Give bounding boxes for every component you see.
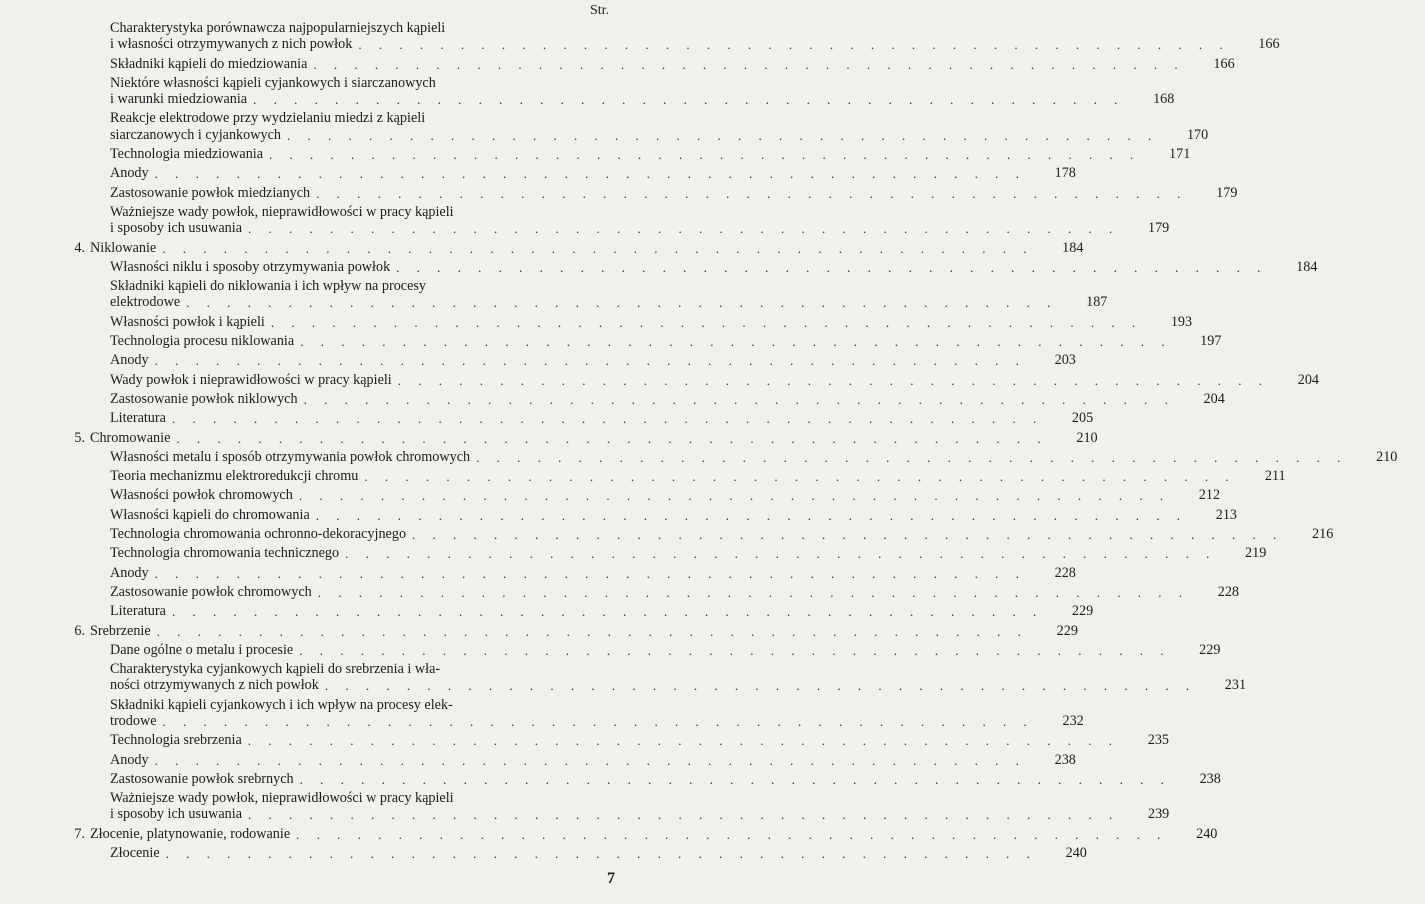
toc-entry-row	[0, 164, 1076, 183]
leader-dots: . . . . . . . . . . . . . . . . . . . . . . . . . . . . . . . . . . . . . . . . . . .	[171, 411, 1044, 427]
entry-title: siarczanowych i cyjankowych	[110, 126, 281, 143]
leader-dots: . . . . . . . . . . . . . . . . . . . . . . . . . . . . . . . . . . . . . . . . . . .	[253, 92, 1125, 108]
toc-entry-row	[0, 583, 1239, 602]
toc-chapter-row	[0, 429, 1098, 448]
entry-page-number: 170	[1186, 126, 1209, 143]
toc-entry-row	[0, 35, 1280, 54]
entry-page-number: 178	[1054, 165, 1076, 182]
toc-entry-row	[0, 55, 1235, 74]
leader-dots: . . . . . . . . . . . . . . . . . . . . . . . . . . . . . . . . . . . . . . . . . . .	[476, 449, 1348, 465]
chapter-title: Złocenie, platynowanie, rodowanie	[90, 825, 291, 842]
entry-page-number: 219	[1245, 545, 1267, 562]
toc-entry-row	[0, 126, 1209, 145]
entry-title: Zastosowanie powłok miedzianych	[110, 184, 311, 201]
entry-title: Własności powłok chromowych	[110, 487, 293, 504]
toc-entry-row	[0, 564, 1076, 583]
toc-entry-row	[0, 371, 1319, 390]
chapter-title: Chromowanie	[90, 429, 171, 446]
chapter-title: Srebrzenie	[90, 622, 151, 639]
entry-title: Dane ogólne o metalu i procesie	[110, 641, 294, 658]
leader-dots: . . . . . . . . . . . . . . . . . . . . . . . . . . . . . . . . . . . . . . . . . . .	[248, 807, 1120, 823]
leader-dots: . . . . . . . . . . . . . . . . . . . . . . . . . . . . . . . . . . . . . . . . . . .	[176, 430, 1048, 446]
entry-page-number: 197	[1200, 333, 1222, 350]
leader-dots: . . . . . . . . . . . . . . . . . . . . . . . . . . . . . . . . . . . . . . . . . . .	[248, 221, 1120, 237]
entry-page-number: 229	[1071, 603, 1094, 620]
leader-dots: . . . . . . . . . . . . . . . . . . . . . . . . . . . . . . . . . . . . . . . . . . .	[247, 733, 1120, 749]
toc-entry-row	[0, 145, 1191, 164]
entry-page-number: 228	[1217, 583, 1239, 600]
toc-entry-row	[0, 525, 1334, 544]
entry-title: Zastosowanie powłok niklowych	[110, 390, 298, 407]
entry-title: Literatura	[110, 410, 166, 427]
toc-entry-row	[0, 751, 1076, 770]
leader-dots: . . . . . . . . . . . . . . . . . . . . . . . . . . . . . . . . . . . . . . . . . . .	[270, 314, 1143, 330]
leader-dots: . . . . . . . . . . . . . . . . . . . . . . . . . . . . . . . . . . . . . . . . . . .	[186, 295, 1058, 311]
entry-page-number: 168	[1153, 91, 1175, 108]
leader-dots: . . . . . . . . . . . . . . . . . . . . . . . . . . . . . . . . . . . . . . . . . . .	[154, 166, 1026, 182]
chapter-number: 4.	[74, 239, 85, 256]
entry-page-number: 232	[1062, 712, 1084, 729]
leader-dots: . . . . . . . . . . . . . . . . . . . . . . . . . . . . . . . . . . . . . . . . . . .	[300, 334, 1172, 350]
entry-title: ności otrzymywanych z nich powłok	[110, 677, 319, 694]
chapter-number: 5.	[74, 429, 85, 446]
entry-title: trodowe	[110, 712, 157, 729]
leader-dots: . . . . . . . . . . . . . . . . . . . . . . . . . . . . . . . . . . . . . . . . . . .	[154, 565, 1026, 581]
toc-entry-row	[0, 805, 1170, 824]
entry-page-number: 203	[1054, 352, 1076, 369]
entry-page-number: 210	[1076, 429, 1098, 446]
entry-title: Technologia procesu niklowania	[110, 333, 295, 350]
entry-title: Anody	[110, 165, 149, 182]
entry-page-number: 240	[1196, 825, 1218, 842]
entry-title: Własności metalu i sposób otrzymywania powłok chromowych	[110, 448, 471, 465]
entry-title: elektrodowe	[110, 294, 181, 311]
page-number: 7	[607, 870, 615, 887]
entry-page-number: 184	[1296, 258, 1318, 275]
entry-title: Składniki kąpieli cyjankowych i ich wpływ na procesy elek-	[110, 696, 453, 713]
leader-dots: . . . . . . . . . . . . . . . . . . . . . . . . . . . . . . . . . . . . . . . . . . .	[298, 488, 1171, 504]
entry-title: Zastosowanie powłok srebrnych	[110, 770, 294, 787]
entry-page-number: 228	[1054, 564, 1076, 581]
leader-dots: . . . . . . . . . . . . . . . . . . . . . . . . . . . . . . . . . . . . . . . . . . .	[364, 469, 1236, 485]
entry-page-number: 231	[1224, 677, 1247, 694]
entry-title: Technologia srebrzenia	[110, 732, 242, 749]
entry-page-number: 229	[1056, 622, 1078, 639]
entry-page-number: 213	[1215, 506, 1237, 523]
entry-page-number: 187	[1086, 294, 1108, 311]
toc-entry-row	[0, 676, 1247, 695]
leader-dots: . . . . . . . . . . . . . . . . . . . . . . . . . . . . . . . . . . . . . . . . . . .	[162, 240, 1034, 256]
toc-entry-row	[0, 506, 1237, 525]
leader-dots: . . . . . . . . . . . . . . . . . . . . . . . . . . . . . . . . . . . . . . . . . . .	[269, 147, 1141, 163]
leader-dots: . . . . . . . . . . . . . . . . . . . . . . . . . . . . . . . . . . . . . . . . . . .	[345, 546, 1217, 562]
entry-title: Własności powłok i kąpieli	[110, 313, 265, 330]
entry-page-number: 179	[1216, 184, 1238, 201]
entry-page-number: 193	[1170, 313, 1193, 330]
leader-dots: . . . . . . . . . . . . . . . . . . . . . . . . . . . . . . . . . . . . . . . . . . .	[156, 623, 1028, 639]
entry-title: i warunki miedziowania	[110, 91, 248, 108]
toc-entry-row	[0, 184, 1238, 203]
toc-entry-row	[0, 409, 1094, 428]
entry-title: Własności kąpieli do chromowania	[110, 506, 310, 523]
entry-title: Technologia chromowania ochronno-dekoracyjnego	[110, 526, 407, 543]
leader-dots: . . . . . . . . . . . . . . . . . . . . . . . . . . . . . . . . . . . . . . . . . . .	[317, 584, 1189, 600]
leader-dots: . . . . . . . . . . . . . . . . . . . . . . . . . . . . . . . . . . . . . . . . . . .	[154, 353, 1026, 369]
entry-title: i sposoby ich usuwania	[110, 220, 243, 237]
toc-entry-row	[0, 770, 1221, 789]
entry-title: Technologia miedziowania	[110, 146, 264, 163]
entry-page-number: 235	[1147, 732, 1170, 749]
entry-title: Wady powłok i nieprawidłowości w pracy kąpieli	[110, 371, 392, 388]
toc-chapter-row	[0, 622, 1078, 641]
entry-title: Składniki kąpieli do miedziowania	[110, 55, 308, 72]
entry-title: Literatura	[110, 603, 166, 620]
entry-page-number: 229	[1199, 641, 1221, 658]
toc-chapter-row	[0, 239, 1084, 258]
entry-title: Reakcje elektrodowe przy wydzielaniu miedzi z kąpieli	[110, 110, 426, 127]
toc-entry-row	[0, 219, 1170, 238]
page-column-header: Str.	[590, 3, 610, 18]
leader-dots: . . . . . . . . . . . . . . . . . . . . . . . . . . . . . . . . . . . . . . . . . . .	[299, 771, 1171, 787]
leader-dots: . . . . . . . . . . . . . . . . . . . . . . . . . . . . . . . . . . . . . . . . . . .	[299, 642, 1171, 658]
entry-title: Teoria mechanizmu elektroredukcji chromu	[110, 468, 359, 485]
entry-title: Anody	[110, 564, 149, 581]
entry-page-number: 205	[1071, 410, 1094, 427]
toc-entry-row	[0, 712, 1084, 731]
toc-entry-row	[0, 467, 1286, 486]
toc-entry-row	[0, 641, 1221, 660]
entry-page-number: 179	[1147, 220, 1170, 237]
entry-page-number: 210	[1376, 448, 1398, 465]
entry-page-number: 166	[1213, 55, 1235, 72]
toc-chapter-row	[0, 825, 1218, 844]
leader-dots: . . . . . . . . . . . . . . . . . . . . . . . . . . . . . . . . . . . . . . . . . . .	[286, 127, 1159, 143]
entry-page-number: 184	[1062, 239, 1084, 256]
toc-entry-row	[0, 390, 1225, 409]
entry-page-number: 204	[1203, 390, 1225, 407]
entry-title: Zastosowanie powłok chromowych	[110, 583, 312, 600]
toc-entry-row	[0, 448, 1398, 467]
toc-entry-row	[0, 332, 1222, 351]
toc-entry-row	[0, 293, 1108, 312]
entry-page-number: 216	[1312, 526, 1334, 543]
toc-entry-row	[0, 844, 1087, 863]
entry-title: Własności niklu i sposoby otrzymywania powłok	[110, 258, 391, 275]
entry-page-number: 211	[1264, 468, 1286, 485]
toc-entry-row	[0, 602, 1094, 621]
toc-entry-row	[0, 731, 1170, 750]
entry-page-number: 238	[1054, 751, 1076, 768]
table-of-contents	[0, 19, 1398, 863]
entry-title: Anody	[110, 751, 149, 768]
leader-dots: . . . . . . . . . . . . . . . . . . . . . . . . . . . . . . . . . . . . . . . . . . .	[315, 507, 1187, 523]
toc-entry-row	[0, 544, 1267, 563]
entry-title: Technologia chromowania technicznego	[110, 545, 340, 562]
leader-dots: . . . . . . . . . . . . . . . . . . . . . . . . . . . . . . . . . . . . . . . . . . .	[296, 826, 1168, 842]
toc-entry-row	[0, 486, 1221, 505]
entry-title: Charakterystyka cyjankowych kąpieli do srebrzenia i wła-	[110, 661, 441, 678]
entry-title: Niektóre własności kąpieli cyjankowych i siarczanowych	[110, 74, 436, 91]
entry-title: Ważniejsze wady powłok, nieprawidłowości w pracy kąpieli	[110, 203, 454, 220]
leader-dots: . . . . . . . . . . . . . . . . . . . . . . . . . . . . . . . . . . . . . . . . . . .	[162, 713, 1034, 729]
leader-dots: . . . . . . . . . . . . . . . . . . . . . . . . . . . . . . . . . . . . . . . . . . .	[324, 678, 1197, 694]
leader-dots: . . . . . . . . . . . . . . . . . . . . . . . . . . . . . . . . . . . . . . . . . . .	[412, 527, 1284, 543]
leader-dots: . . . . . . . . . . . . . . . . . . . . . . . . . . . . . . . . . . . . . . . . . . .	[303, 391, 1175, 407]
leader-dots: . . . . . . . . . . . . . . . . . . . . . . . . . . . . . . . . . . . . . . . . . . .	[316, 185, 1188, 201]
chapter-number: 6.	[74, 622, 85, 639]
toc-entry-row	[0, 313, 1193, 332]
entry-page-number: 171	[1169, 146, 1191, 163]
entry-title: Charakterystyka porównawcza najpopularniejszych kąpieli	[110, 20, 446, 36]
leader-dots: . . . . . . . . . . . . . . . . . . . . . . . . . . . . . . . . . . . . . . . . . . .	[396, 259, 1268, 275]
leader-dots: . . . . . . . . . . . . . . . . . . . . . . . . . . . . . . . . . . . . . . . . . . .	[165, 846, 1037, 862]
entry-page-number: 204	[1297, 371, 1319, 388]
entry-title: Złocenie	[110, 845, 160, 862]
chapter-number: 7.	[74, 825, 85, 842]
leader-dots: . . . . . . . . . . . . . . . . . . . . . . . . . . . . . . . . . . . . . . . . . . .	[171, 604, 1044, 620]
leader-dots: . . . . . . . . . . . . . . . . . . . . . . . . . . . . . . . . . . . . . . . . . . .	[358, 37, 1230, 53]
entry-title: i własności otrzymywanych z nich powłok	[110, 36, 353, 53]
entry-title: Anody	[110, 352, 149, 369]
leader-dots: . . . . . . . . . . . . . . . . . . . . . . . . . . . . . . . . . . . . . . . . . . .	[313, 56, 1185, 72]
entry-title: Składniki kąpieli do niklowania i ich wpływ na procesy	[110, 278, 427, 295]
toc-entry-row	[0, 90, 1175, 109]
toc-entry-row	[0, 258, 1318, 277]
entry-page-number: 238	[1199, 770, 1221, 787]
entry-title: i sposoby ich usuwania	[110, 806, 243, 823]
entry-page-number: 240	[1065, 845, 1087, 862]
toc-entry-row	[0, 351, 1076, 370]
leader-dots: . . . . . . . . . . . . . . . . . . . . . . . . . . . . . . . . . . . . . . . . . . .	[397, 372, 1269, 388]
entry-page-number: 239	[1147, 806, 1170, 823]
chapter-title: Niklowanie	[90, 239, 157, 256]
entry-page-number: 166	[1258, 36, 1280, 53]
entry-page-number: 212	[1198, 487, 1221, 504]
entry-title: Ważniejsze wady powłok, nieprawidłowości w pracy kąpieli	[110, 790, 454, 807]
leader-dots: . . . . . . . . . . . . . . . . . . . . . . . . . . . . . . . . . . . . . . . . . . .	[154, 752, 1026, 768]
